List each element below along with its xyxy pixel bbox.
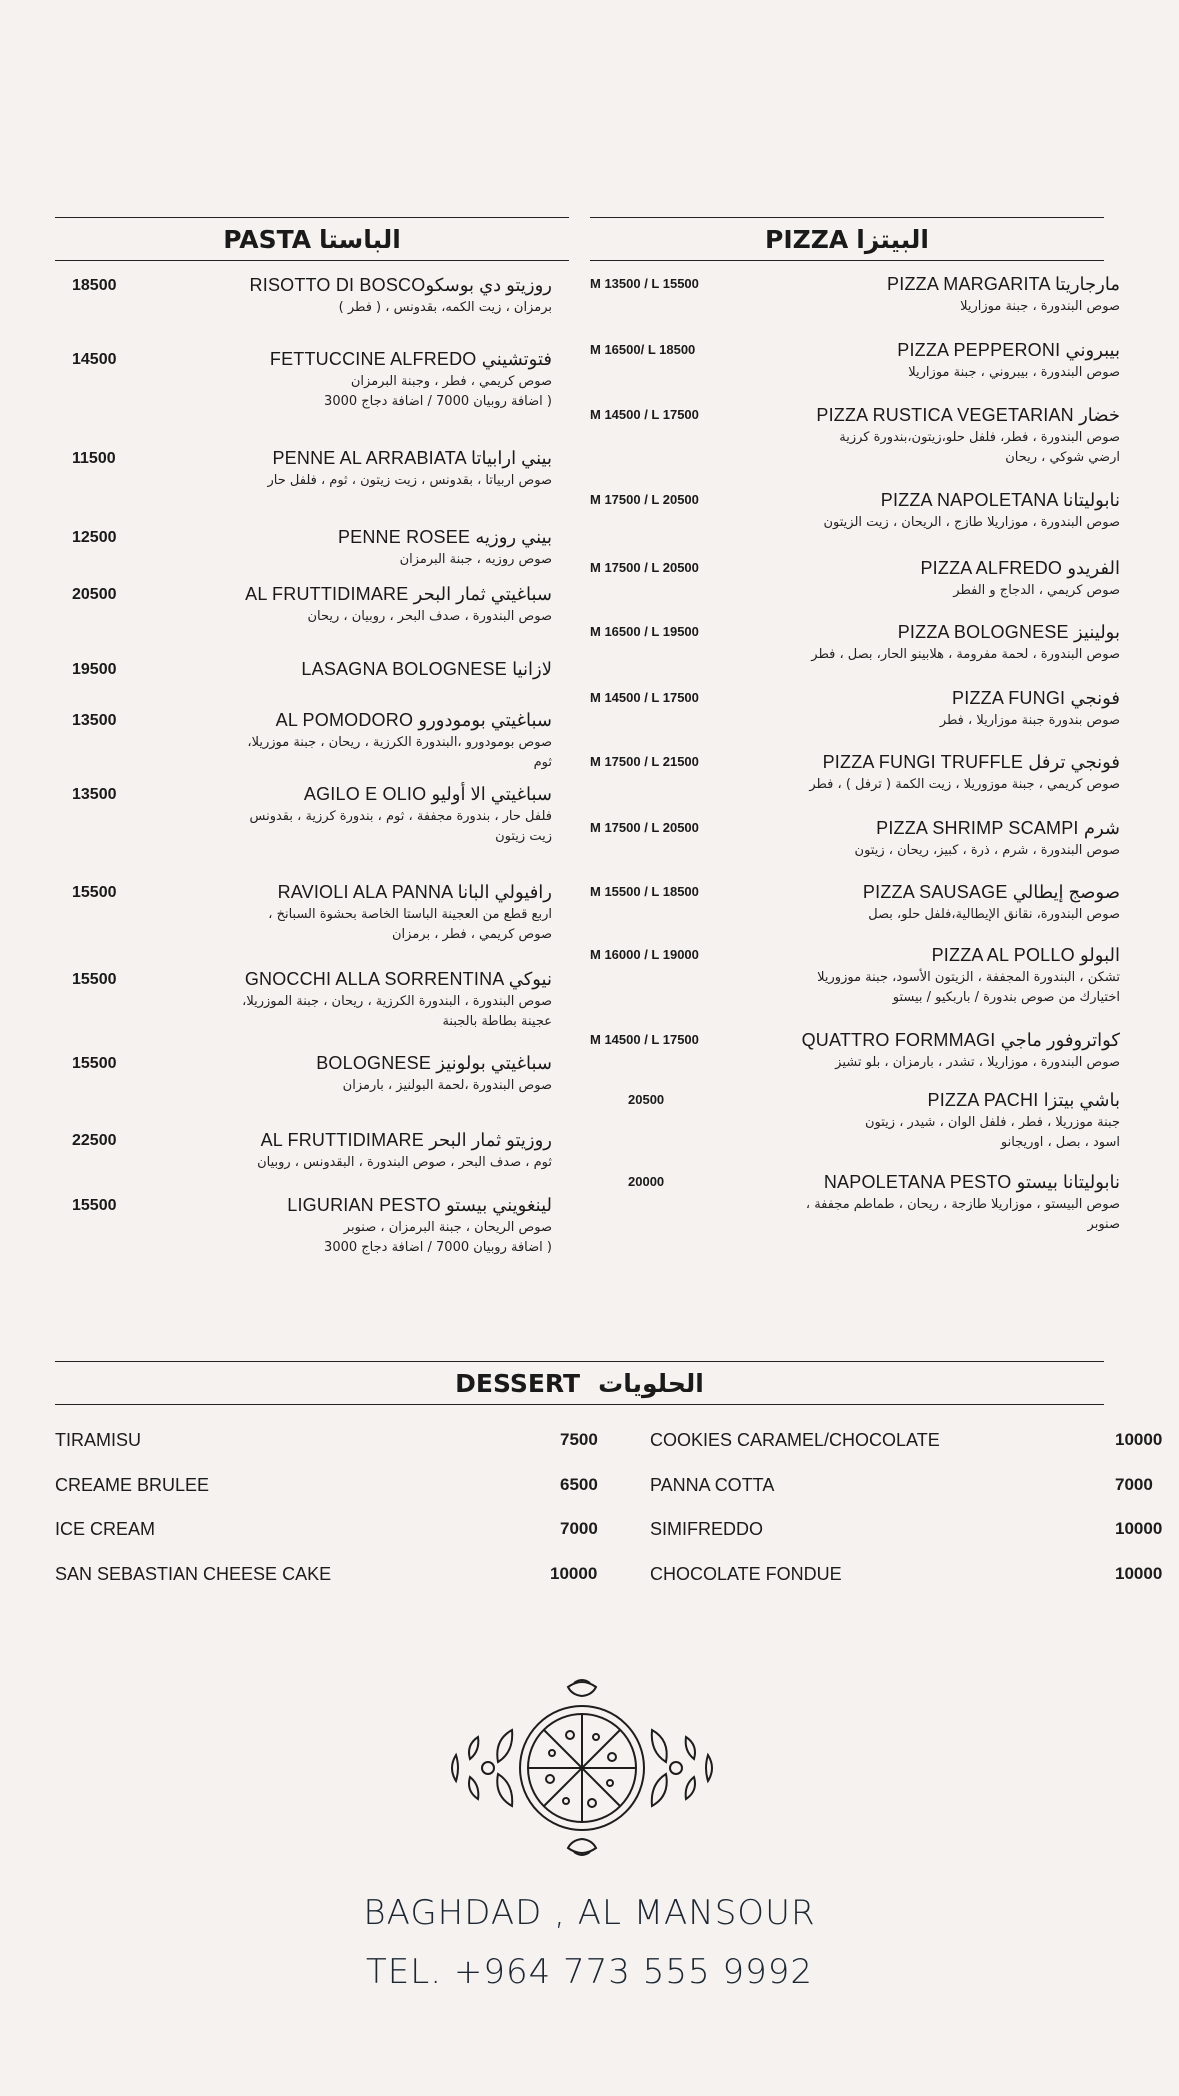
pasta-item xyxy=(72,710,552,780)
pizza-item-name: PIZZA BOLOGNESE بولينيز xyxy=(897,622,1120,642)
pasta-item-price: 18500 xyxy=(72,277,117,294)
pizza-item-price: M 17500 / L 20500 xyxy=(590,492,699,507)
pizza-item-description: جبنة موزريلا ، فطر ، فلفل الوان ، شيدر ، زيتون xyxy=(864,1115,1120,1130)
address: BAGHDAD , AL MANSOUR xyxy=(363,1893,816,1933)
pizza-item-description: صوص بندورة جبنة موزاريلا ، فطر xyxy=(939,713,1120,728)
pasta-item-description: ثوم ، صدف البحر ، صوص البندورة ، البقدونس ، روبيان xyxy=(257,1155,552,1170)
pasta-item xyxy=(72,1053,552,1123)
pizza-item xyxy=(590,274,1120,344)
pasta-item-description: ثوم xyxy=(533,755,552,770)
dessert-item xyxy=(650,1519,1170,1545)
dessert-item-price: 7000 xyxy=(560,1519,598,1538)
pasta-item-name: LIGURIAN PESTO لينغويني بيستو xyxy=(287,1195,552,1215)
pasta-item xyxy=(72,882,552,952)
dessert-item-name: ICE CREAM xyxy=(55,1519,156,1539)
pasta-item-name: FETTUCCINE ALFREDO فتوتشيني xyxy=(269,349,552,369)
dessert-item xyxy=(55,1564,598,1590)
pasta-item xyxy=(72,1195,552,1265)
dessert-item xyxy=(650,1564,1170,1590)
pizza-item-description: اسود ، بصل ، اوريجانو xyxy=(1000,1135,1120,1150)
pasta-item-price: 15500 xyxy=(72,1197,117,1214)
pasta-item xyxy=(72,349,552,419)
pasta-item-price: 15500 xyxy=(72,971,117,988)
pizza-item-name: PIZZA ALFREDO الفريدو xyxy=(920,558,1120,578)
pasta-item-description: صوص اربياتا ، بقدونس ، زيت زيتون ، ثوم ، فلفل حار xyxy=(267,473,552,488)
dessert-item-price: 10000 xyxy=(1115,1564,1163,1583)
dessert-item-price: 6500 xyxy=(560,1475,598,1494)
pasta-item xyxy=(72,448,552,518)
pasta-item-price: 22500 xyxy=(72,1132,117,1149)
pasta-item-description: عجينة بطاطة بالجبنة xyxy=(442,1014,552,1029)
pizza-item-name: PIZZA SAUSAGE صوصج إيطالي xyxy=(862,882,1120,902)
pizza-logo-icon xyxy=(440,1675,725,1860)
pizza-item-price: M 16500 / L 19500 xyxy=(590,624,699,639)
dessert-item-name: SIMIFREDDO xyxy=(650,1519,764,1539)
pizza-item-name: QUATTRO FORMMAGI كواتروفور ماجي xyxy=(801,1030,1120,1050)
pasta-item-name: RAVIOLI ALA PANNA رافيولي البانا xyxy=(277,882,552,902)
pizza-item-price: M 17500 / L 21500 xyxy=(590,754,699,769)
pasta-item-price: 13500 xyxy=(72,786,117,803)
pizza-item-description: صوص البندورة ، بيبروني ، جبنة موزاريلا xyxy=(908,365,1120,380)
pasta-item xyxy=(72,969,552,1039)
pasta-item-price: 19500 xyxy=(72,661,117,678)
pasta-item-description: صوص كريمي ، فطر ، برمزان xyxy=(392,927,552,942)
pizza-item-description: تشكن ، البندورة المجففة ، الزيتون الأسود، جبنة موزوريلا xyxy=(817,970,1120,985)
pizza-item-description: صوص البندورة ، موزاريلا طازج ، الريحان ، زيت الزيتون xyxy=(823,515,1120,530)
pasta-item xyxy=(72,784,552,854)
pizza-item xyxy=(590,945,1120,1015)
pasta-item-description: فلفل حار ، بندورة مجففة ، ثوم ، بندورة كرزية ، بقدونس xyxy=(249,809,552,824)
pizza-header xyxy=(590,217,1104,261)
phone: TEL. +964 773 555 9992 xyxy=(366,1952,813,1992)
dessert-item xyxy=(650,1430,1170,1456)
pizza-item-name: PIZZA FUNGI فونجي xyxy=(952,688,1120,708)
pasta-item-name: BOLOGNESE سباغيتي بولونيز xyxy=(316,1053,552,1073)
pizza-item-description: صوص البندورة ، فطر، فلفل حلو،زيتون،بندورة كرزية xyxy=(839,430,1120,445)
pasta-item-name: AGILO E OLIO سباغيتي الا أوليو xyxy=(303,784,552,804)
dessert-item xyxy=(55,1475,598,1501)
dessert-item xyxy=(650,1475,1170,1501)
dessert-item-name: SAN SEBASTIAN CHEESE CAKE xyxy=(55,1564,332,1584)
pizza-item-name: PIZZA AL POLLO البولو xyxy=(931,945,1120,965)
pizza-item xyxy=(590,818,1120,888)
dessert-item xyxy=(55,1430,598,1456)
pasta-header xyxy=(55,217,569,261)
pasta-item-description: صوص البندورة ، البندورة الكرزية ، ريحان ، جبنة الموزريلا، xyxy=(242,994,552,1009)
pizza-item xyxy=(590,882,1120,952)
pasta-item-price: 15500 xyxy=(72,1055,117,1072)
dessert-item-price: 7500 xyxy=(560,1430,598,1449)
pizza-item xyxy=(590,340,1120,410)
pasta-title-en: PASTA xyxy=(223,224,312,254)
pasta-item-description: برمزان ، زيت الكمه، بقدونس ، ( فطر ) xyxy=(338,300,552,315)
pasta-item-description: صوص كريمي ، فطر ، وجبنة البرمزان xyxy=(350,374,552,389)
pizza-item xyxy=(590,490,1120,560)
pizza-title-ar: البيتزا xyxy=(856,224,929,254)
pizza-item-name: PIZZA RUSTICA VEGETARIAN خضار xyxy=(816,405,1120,425)
pizza-item xyxy=(590,405,1120,475)
pasta-item-description: زيت زيتون xyxy=(495,829,552,844)
pasta-item-name: RISOTTO DI BOSCOروزيتو دي بوسكو xyxy=(249,275,552,295)
pizza-item-price: M 17500 / L 20500 xyxy=(590,820,699,835)
pizza-item-price: M 15500 / L 18500 xyxy=(590,884,699,899)
pasta-item xyxy=(72,1130,552,1200)
pasta-item-price: 14500 xyxy=(72,351,117,368)
pasta-item-name: GNOCCHI ALLA SORRENTINA نيوكي xyxy=(244,969,552,989)
pasta-item-description: صوص البندورة ، صدف البحر ، روبيان ، ريحان xyxy=(307,609,552,624)
pasta-item-description: صوص روزيه ، جبنة البرمزان xyxy=(399,552,552,567)
dessert-item-price: 7000 xyxy=(1115,1475,1153,1494)
dessert-item-price: 10000 xyxy=(1115,1430,1163,1449)
pizza-title-en: PIZZA xyxy=(765,224,849,254)
pizza-item-price: 20000 xyxy=(628,1174,665,1189)
pizza-item xyxy=(590,1172,1120,1242)
pasta-item-name: LASAGNA BOLOGNESE لازانيا xyxy=(301,659,552,679)
pasta-item-price: 13500 xyxy=(72,712,117,729)
pizza-item-price: M 14500 / L 17500 xyxy=(590,1032,699,1047)
pizza-item-description: صوص البندورة، نقانق الإيطالية،فلفل حلو، بصل xyxy=(868,907,1120,922)
pasta-item-name: AL FRUTTIDIMARE سباغيتي ثمار البحر xyxy=(245,584,552,604)
dessert-item-name: TIRAMISU xyxy=(55,1430,142,1450)
pasta-item-description: اربع قطع من العجينة الباستا الخاصة بحشوة السبانخ ، xyxy=(268,907,552,922)
pizza-item-description: صوص البندورة ، شرم ، ذرة ، كبيز، ريحان ، زيتون xyxy=(854,843,1120,858)
pizza-item-description: صوص كريمي ، الدجاج و الفطر xyxy=(953,583,1120,598)
pasta-item-description: صوص الريحان ، جبنة البرمزان ، صنوبر xyxy=(343,1220,552,1235)
dessert-item xyxy=(55,1519,598,1545)
pizza-item-name: NAPOLETANA PESTO نابوليتانا بيستو xyxy=(823,1172,1120,1192)
pizza-item-price: M 16000 / L 19000 xyxy=(590,947,699,962)
dessert-item-price: 10000 xyxy=(550,1564,598,1583)
dessert-header xyxy=(55,1361,1104,1405)
pizza-item-price: 20500 xyxy=(628,1092,665,1107)
pasta-item xyxy=(72,584,552,654)
pizza-item-name: PIZZA PEPPERONI بيبروني xyxy=(897,340,1120,360)
pizza-item-description: صوص البندورة ، لحمة مفرومة ، هلابينو الحار، بصل ، فطر xyxy=(811,647,1120,662)
pizza-item-description: صوص البندورة ، جبنة موزاريلا xyxy=(960,299,1120,314)
pasta-title-ar: الباستا xyxy=(319,224,401,254)
dessert-title-en: DESSERT xyxy=(455,1368,581,1398)
pizza-item-price: M 14500 / L 17500 xyxy=(590,407,699,422)
pizza-item xyxy=(590,558,1120,628)
pizza-item xyxy=(590,1090,1120,1160)
pizza-item-description: صوص البيستو ، موزاريلا طازجة ، ريحان ، طماطم مجففة ، xyxy=(805,1197,1120,1212)
dessert-item-name: COOKIES CARAMEL/CHOCOLATE xyxy=(650,1430,940,1450)
pizza-item-description: صوص البندورة ، موزاريلا ، تشدر ، بارمزان ، بلو تشيز xyxy=(835,1055,1120,1070)
pizza-item-price: M 16500/ L 18500 xyxy=(590,342,696,357)
pizza-item-description: صنوبر xyxy=(1087,1217,1120,1232)
pizza-item-name: PIZZA MARGARITA مارجاريتا xyxy=(887,274,1120,294)
pasta-item-description: صوص بومودورو ،البندورة الكرزية ، ريحان ، جبنة موزريلا، xyxy=(247,735,552,750)
pizza-item-description: اختيارك من صوص بندورة / باربكيو / بيستو xyxy=(892,990,1120,1005)
pasta-item-price: 15500 xyxy=(72,884,117,901)
pizza-item-name: PIZZA SHRIMP SCAMPI شرم xyxy=(876,818,1120,838)
pizza-item xyxy=(590,688,1120,758)
pasta-item-description: ( اضافة روبيان 7000 / اضافة دجاج 3000 xyxy=(324,394,552,409)
pizza-item xyxy=(590,752,1120,822)
pizza-item-price: M 17500 / L 20500 xyxy=(590,560,699,575)
pasta-item-name: AL FRUTTIDIMARE روزيتو ثمار البحر xyxy=(260,1130,552,1150)
pizza-item-description: ارضي شوكي ، ريحان xyxy=(1005,450,1120,465)
pasta-item-description: صوص البندورة ،لحمة البولنيز ، بارمزان xyxy=(342,1078,552,1093)
pasta-item-price: 11500 xyxy=(72,450,116,467)
dessert-item-name: CREAME BRULEE xyxy=(55,1475,210,1495)
pizza-item-price: M 14500 / L 17500 xyxy=(590,690,699,705)
pasta-item-name: AL POMODORO سباغيتي بومودورو xyxy=(275,710,552,730)
dessert-title-ar: الحلويات xyxy=(598,1368,704,1398)
pasta-item-description: ( اضافة روبيان 7000 / اضافة دجاج 3000 xyxy=(324,1240,552,1255)
pasta-item-name: PENNE ROSEE بيني روزيه xyxy=(337,527,552,547)
pasta-item-name: PENNE AL ARRABIATA بيني ارابياتا xyxy=(272,448,552,468)
pizza-item-name: PIZZA NAPOLETANA نابوليتانا xyxy=(880,490,1120,510)
pizza-item-description: صوص كريمي ، جبنة موزوريلا ، زيت الكمة ( ترفل ) ، فطر xyxy=(809,777,1120,792)
pizza-item-name: PIZZA FUNGI TRUFFLE فونجي ترفل xyxy=(822,752,1120,772)
pasta-item-price: 20500 xyxy=(72,586,117,603)
dessert-item-name: CHOCOLATE FONDUE xyxy=(650,1564,842,1584)
pasta-item-price: 12500 xyxy=(72,529,117,546)
pizza-item-name: PIZZA PACHI باشي بيتزا xyxy=(927,1090,1120,1110)
pizza-item-price: M 13500 / L 15500 xyxy=(590,276,699,291)
pizza-item xyxy=(590,622,1120,692)
pasta-item xyxy=(72,275,552,345)
dessert-item-name: PANNA COTTA xyxy=(650,1475,775,1495)
dessert-item-price: 10000 xyxy=(1115,1519,1163,1538)
